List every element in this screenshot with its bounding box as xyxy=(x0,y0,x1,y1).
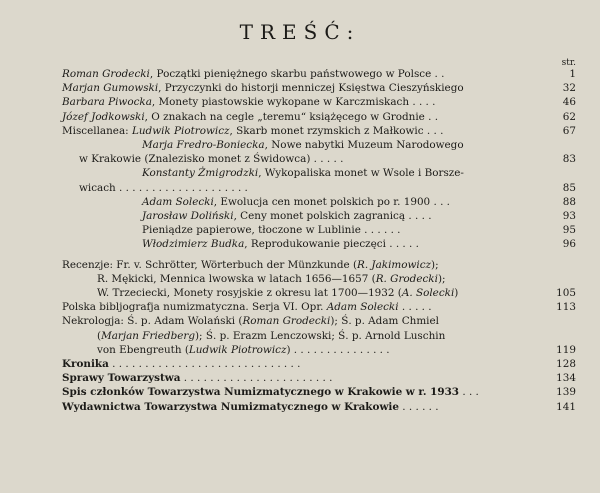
entry-author: Roman Grodecki xyxy=(242,315,331,328)
entry-page: 62 xyxy=(562,110,576,123)
recenzje-text: Recenzje: Fr. v. Schrötter, Wörterbuch der Münzkunde ( xyxy=(62,258,357,271)
entry-author: Roman Grodecki xyxy=(62,68,150,80)
nekrologja-entry-continued xyxy=(62,329,576,343)
nekrologja-text: Nekrologja: Ś. p. Adam Wolański ( xyxy=(62,315,243,328)
entry-page: 85 xyxy=(562,181,576,194)
entry-title: Kronika xyxy=(62,358,109,371)
entry-author: Konstanty Żmigrodzki xyxy=(142,167,259,180)
entry-author: Marjan Friedberg xyxy=(101,329,195,342)
entry-dots: . . . . . . xyxy=(398,400,439,413)
entry-page: 113 xyxy=(556,301,576,314)
entry-page: 134 xyxy=(556,372,576,385)
entry-title: , Ceny monet polskich zagranicą . . . . xyxy=(233,210,432,223)
entry-title: Wydawnictwa Towarzystwa Numizmatycznego w Krakowie xyxy=(62,400,399,413)
page-title: TREŚĆ: xyxy=(239,20,361,44)
toc-entry-bold xyxy=(62,400,576,414)
page-column-label: str. xyxy=(561,58,576,68)
entry-title: , Wykopaliska monet w Wsole i Borsze- xyxy=(258,167,464,180)
entry-dots: . . . . . . . . . . . . . . . . . . . . . . . xyxy=(180,372,333,385)
toc-entry xyxy=(62,138,576,152)
entry-title: , Skarb monet rzymskich z Małkowic . . . xyxy=(229,124,444,137)
entry-page: 141 xyxy=(556,400,576,413)
entry-author: Ludwik Piotrowicz xyxy=(188,343,287,356)
entry-author: Józef Jodkowski xyxy=(62,110,145,123)
entry-title: Spis członków Towarzystwa Numizmatycznego w Krakowie w r. 1933 xyxy=(62,386,460,399)
toc-entry xyxy=(62,110,576,124)
entry-author: Marja Fredro-Boniecka xyxy=(142,139,265,152)
entry-author: Adam Solecki xyxy=(326,301,399,314)
entry-page: 67 xyxy=(562,124,576,137)
recenzje-text: W. Trzeciecki, Monety rosyjskie z okresu lat 1700—1932 ( xyxy=(97,287,402,300)
nekrologja-text: ); Ś. p. Adam Chmiel xyxy=(330,315,439,328)
entry-title: , Nowe nabytki Muzeum Narodowego xyxy=(264,139,464,152)
entry-page: 88 xyxy=(562,195,576,208)
nekrologja-entry-continued xyxy=(62,343,576,357)
entry-author: R. Jakimowicz xyxy=(357,258,432,271)
recenzje-entry-continued xyxy=(62,286,576,300)
toc-entry-bold xyxy=(62,371,576,385)
nekrologja-text: von Ebengreuth ( xyxy=(97,343,189,356)
entry-author: A. Solecki xyxy=(401,287,455,300)
entry-page: 128 xyxy=(556,358,576,371)
entry-page: 32 xyxy=(562,82,576,95)
nekrologja-entry xyxy=(62,314,576,328)
entry-author: Jarosław Doliński xyxy=(142,210,234,223)
entry-title: Pieniądze papierowe, tłoczone w Lublinie . . . . . . xyxy=(142,224,401,237)
entry-page: 1 xyxy=(569,68,576,80)
entry-title: , Przyczynki do historji menniczej Księstwa Cieszyńskiego xyxy=(158,82,464,95)
entry-author: R. Grodecki xyxy=(375,272,438,285)
recenzje-entry xyxy=(62,258,576,272)
table-of-contents xyxy=(62,67,576,414)
recenzje-entry-continued xyxy=(62,272,576,286)
entry-author: Adam Solecki xyxy=(142,195,214,208)
entry-author: Ludwik Piotrowicz xyxy=(131,124,230,137)
recenzje-text: ) xyxy=(454,287,459,300)
entry-page: 139 xyxy=(556,386,576,399)
entry-prefix: Miscellanea: xyxy=(62,124,132,137)
entry-title-continued: w Krakowie (Znalezisko monet z Świdowca) . . . . . xyxy=(79,153,344,166)
recenzje-text: R. Mękicki, Mennica lwowska w latach 1656—1657 ( xyxy=(97,272,376,285)
entry-page: 93 xyxy=(562,210,576,223)
toc-entry xyxy=(62,95,576,109)
toc-entry-continued xyxy=(62,181,576,195)
entry-title: , O znakach na cegle „teremu“ książęcego w Grodnie . . xyxy=(144,110,439,123)
entry-page: 83 xyxy=(562,153,576,166)
toc-entry xyxy=(62,223,576,237)
entry-title: Sprawy Towarzystwa xyxy=(62,372,181,385)
bibliografja-entry xyxy=(62,300,576,314)
entry-dots: . . . xyxy=(459,386,479,399)
toc-entry xyxy=(62,124,576,138)
entry-dots: . . . . . xyxy=(398,301,432,314)
nekrologja-text: ) . . . . . . . . . . . . . . . xyxy=(286,343,390,356)
toc-entry-bold xyxy=(62,385,576,399)
nekrologja-text: ( xyxy=(97,329,102,342)
entry-page: 95 xyxy=(562,224,576,237)
entry-page: 119 xyxy=(556,343,576,356)
entry-title: , Reprodukowanie pieczęci . . . . . xyxy=(244,238,419,251)
toc-entry xyxy=(62,81,576,95)
entry-title: Polska bibljografja numizmatyczna. Serja VI. Opr. xyxy=(62,301,327,314)
toc-entry xyxy=(62,209,576,223)
toc-entry xyxy=(62,67,576,81)
toc-entry-continued xyxy=(62,152,576,166)
entry-title-continued: wicach . . . . . . . . . . . . . . . . . . . . xyxy=(79,181,248,194)
entry-author: Włodzimierz Budka xyxy=(142,238,245,251)
recenzje-text: ); xyxy=(431,258,439,271)
entry-title: , Początki pieniężnego skarbu państwowego w Polsce . . xyxy=(149,68,445,80)
entry-author: Barbara Piwocka xyxy=(62,96,152,109)
toc-entry xyxy=(62,195,576,209)
entry-page: 96 xyxy=(562,238,576,251)
recenzje-text: ); xyxy=(437,272,446,285)
toc-entry xyxy=(62,166,576,180)
entry-title: , Ewolucja cen monet polskich po r. 1900 . . . xyxy=(213,195,450,208)
entry-author: Marjan Gumowski xyxy=(62,82,159,95)
entry-page: 105 xyxy=(556,287,576,300)
nekrologja-text: ); Ś. p. Erazm Lenczowski; Ś. p. Arnold Luschin xyxy=(195,329,446,342)
entry-dots: . . . . . . . . . . . . . . . . . . . . . . . . . . . . . xyxy=(108,358,301,371)
toc-entry-bold xyxy=(62,357,576,371)
toc-entry xyxy=(62,237,576,251)
entry-page: 46 xyxy=(562,96,576,109)
entry-title: , Monety piastowskie wykopane w Karczmiskach . . . . xyxy=(151,96,436,109)
